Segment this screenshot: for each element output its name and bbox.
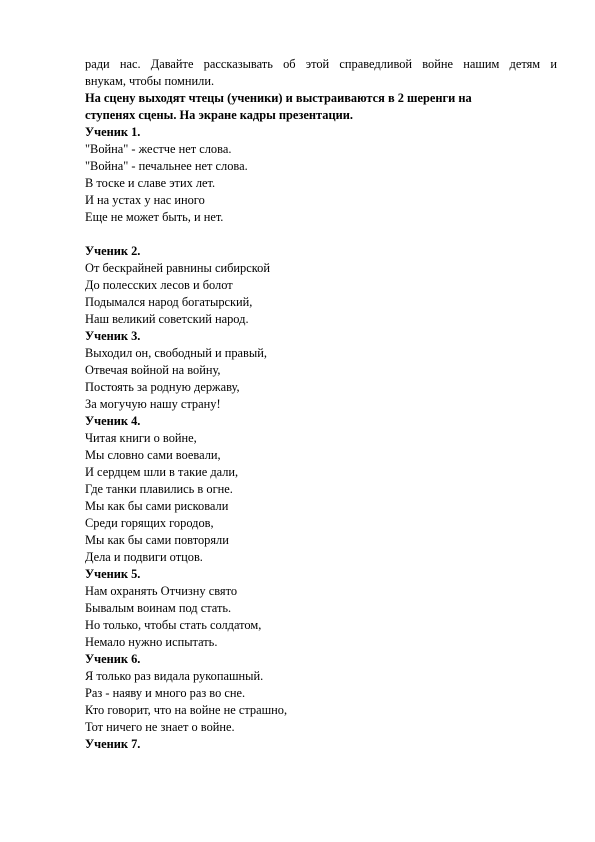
poem-line: Бывалым воинам под стать.	[85, 601, 232, 615]
poem-line: Кто говорит, что на войне не страшно,	[85, 703, 288, 717]
student-heading: Ученик 4.	[85, 414, 141, 428]
poem-line: И на устах у нас иного	[85, 193, 205, 207]
poem-line: Мы как бы сами рисковали	[85, 499, 229, 513]
poem-line: Наш великий советский народ.	[85, 312, 249, 326]
poem-line: Отвечая войной на войну,	[85, 363, 221, 377]
poem-line: Читая книги о войне,	[85, 431, 197, 445]
poem-line: Я только раз видала рукопашный.	[85, 669, 264, 683]
poem-line: Мы словно сами воевали,	[85, 448, 221, 462]
student-heading: Ученик 7.	[85, 737, 141, 751]
poem-line: И сердцем шли в такие дали,	[85, 465, 239, 479]
student-heading: Ученик 6.	[85, 652, 141, 666]
student-heading: Ученик 5.	[85, 567, 141, 581]
poem-line: Нам охранять Отчизну свято	[85, 584, 238, 598]
poem-line: Подымался народ богатырский,	[85, 295, 253, 309]
intro-line: На сцену выходят чтецы (ученики) и выстраиваются в 2 шеренги на	[85, 91, 472, 105]
poem-line: "Война" - печальнее нет слова.	[85, 159, 248, 173]
poem-line: В тоске и славе этих лет.	[85, 176, 216, 190]
poem-line: Тот ничего не знает о войне.	[85, 720, 235, 734]
poem-line: Выходил он, свободный и правый,	[85, 346, 267, 360]
poem-line: Раз - наяву и много раз во сне.	[85, 686, 246, 700]
student-heading: Ученик 3.	[85, 329, 141, 343]
poem-line: Еще не может быть, и нет.	[85, 210, 224, 224]
poem-line: Но только, чтобы стать солдатом,	[85, 618, 262, 632]
document-page	[85, 56, 557, 753]
intro-line: внукам, чтобы помнили.	[85, 74, 215, 88]
poem-line: Где танки плавились в огне.	[85, 482, 233, 496]
poem-line: До полесских лесов и болот	[85, 278, 233, 292]
poem-line: От бескрайней равнины сибирской	[85, 261, 270, 275]
poem-line: Дела и подвиги отцов.	[85, 550, 203, 564]
poem-line: Немало нужно испытать.	[85, 635, 218, 649]
poem-line: Постоять за родную державу,	[85, 380, 240, 394]
poem-line: Среди горящих городов,	[85, 516, 214, 530]
student-heading: Ученик 1.	[85, 125, 141, 139]
intro-line: ради нас. Давайте рассказывать об этой справедливой войне нашим детям и	[85, 57, 557, 71]
poem-line: Мы как бы сами повторяли	[85, 533, 229, 547]
intro-line: ступенях сцены. На экране кадры презентации.	[85, 108, 353, 122]
student-heading: Ученик 2.	[85, 244, 141, 258]
poem-line: За могучую нашу страну!	[85, 397, 221, 411]
blank-line	[85, 226, 557, 243]
poem-line: "Война" - жестче нет слова.	[85, 142, 232, 156]
